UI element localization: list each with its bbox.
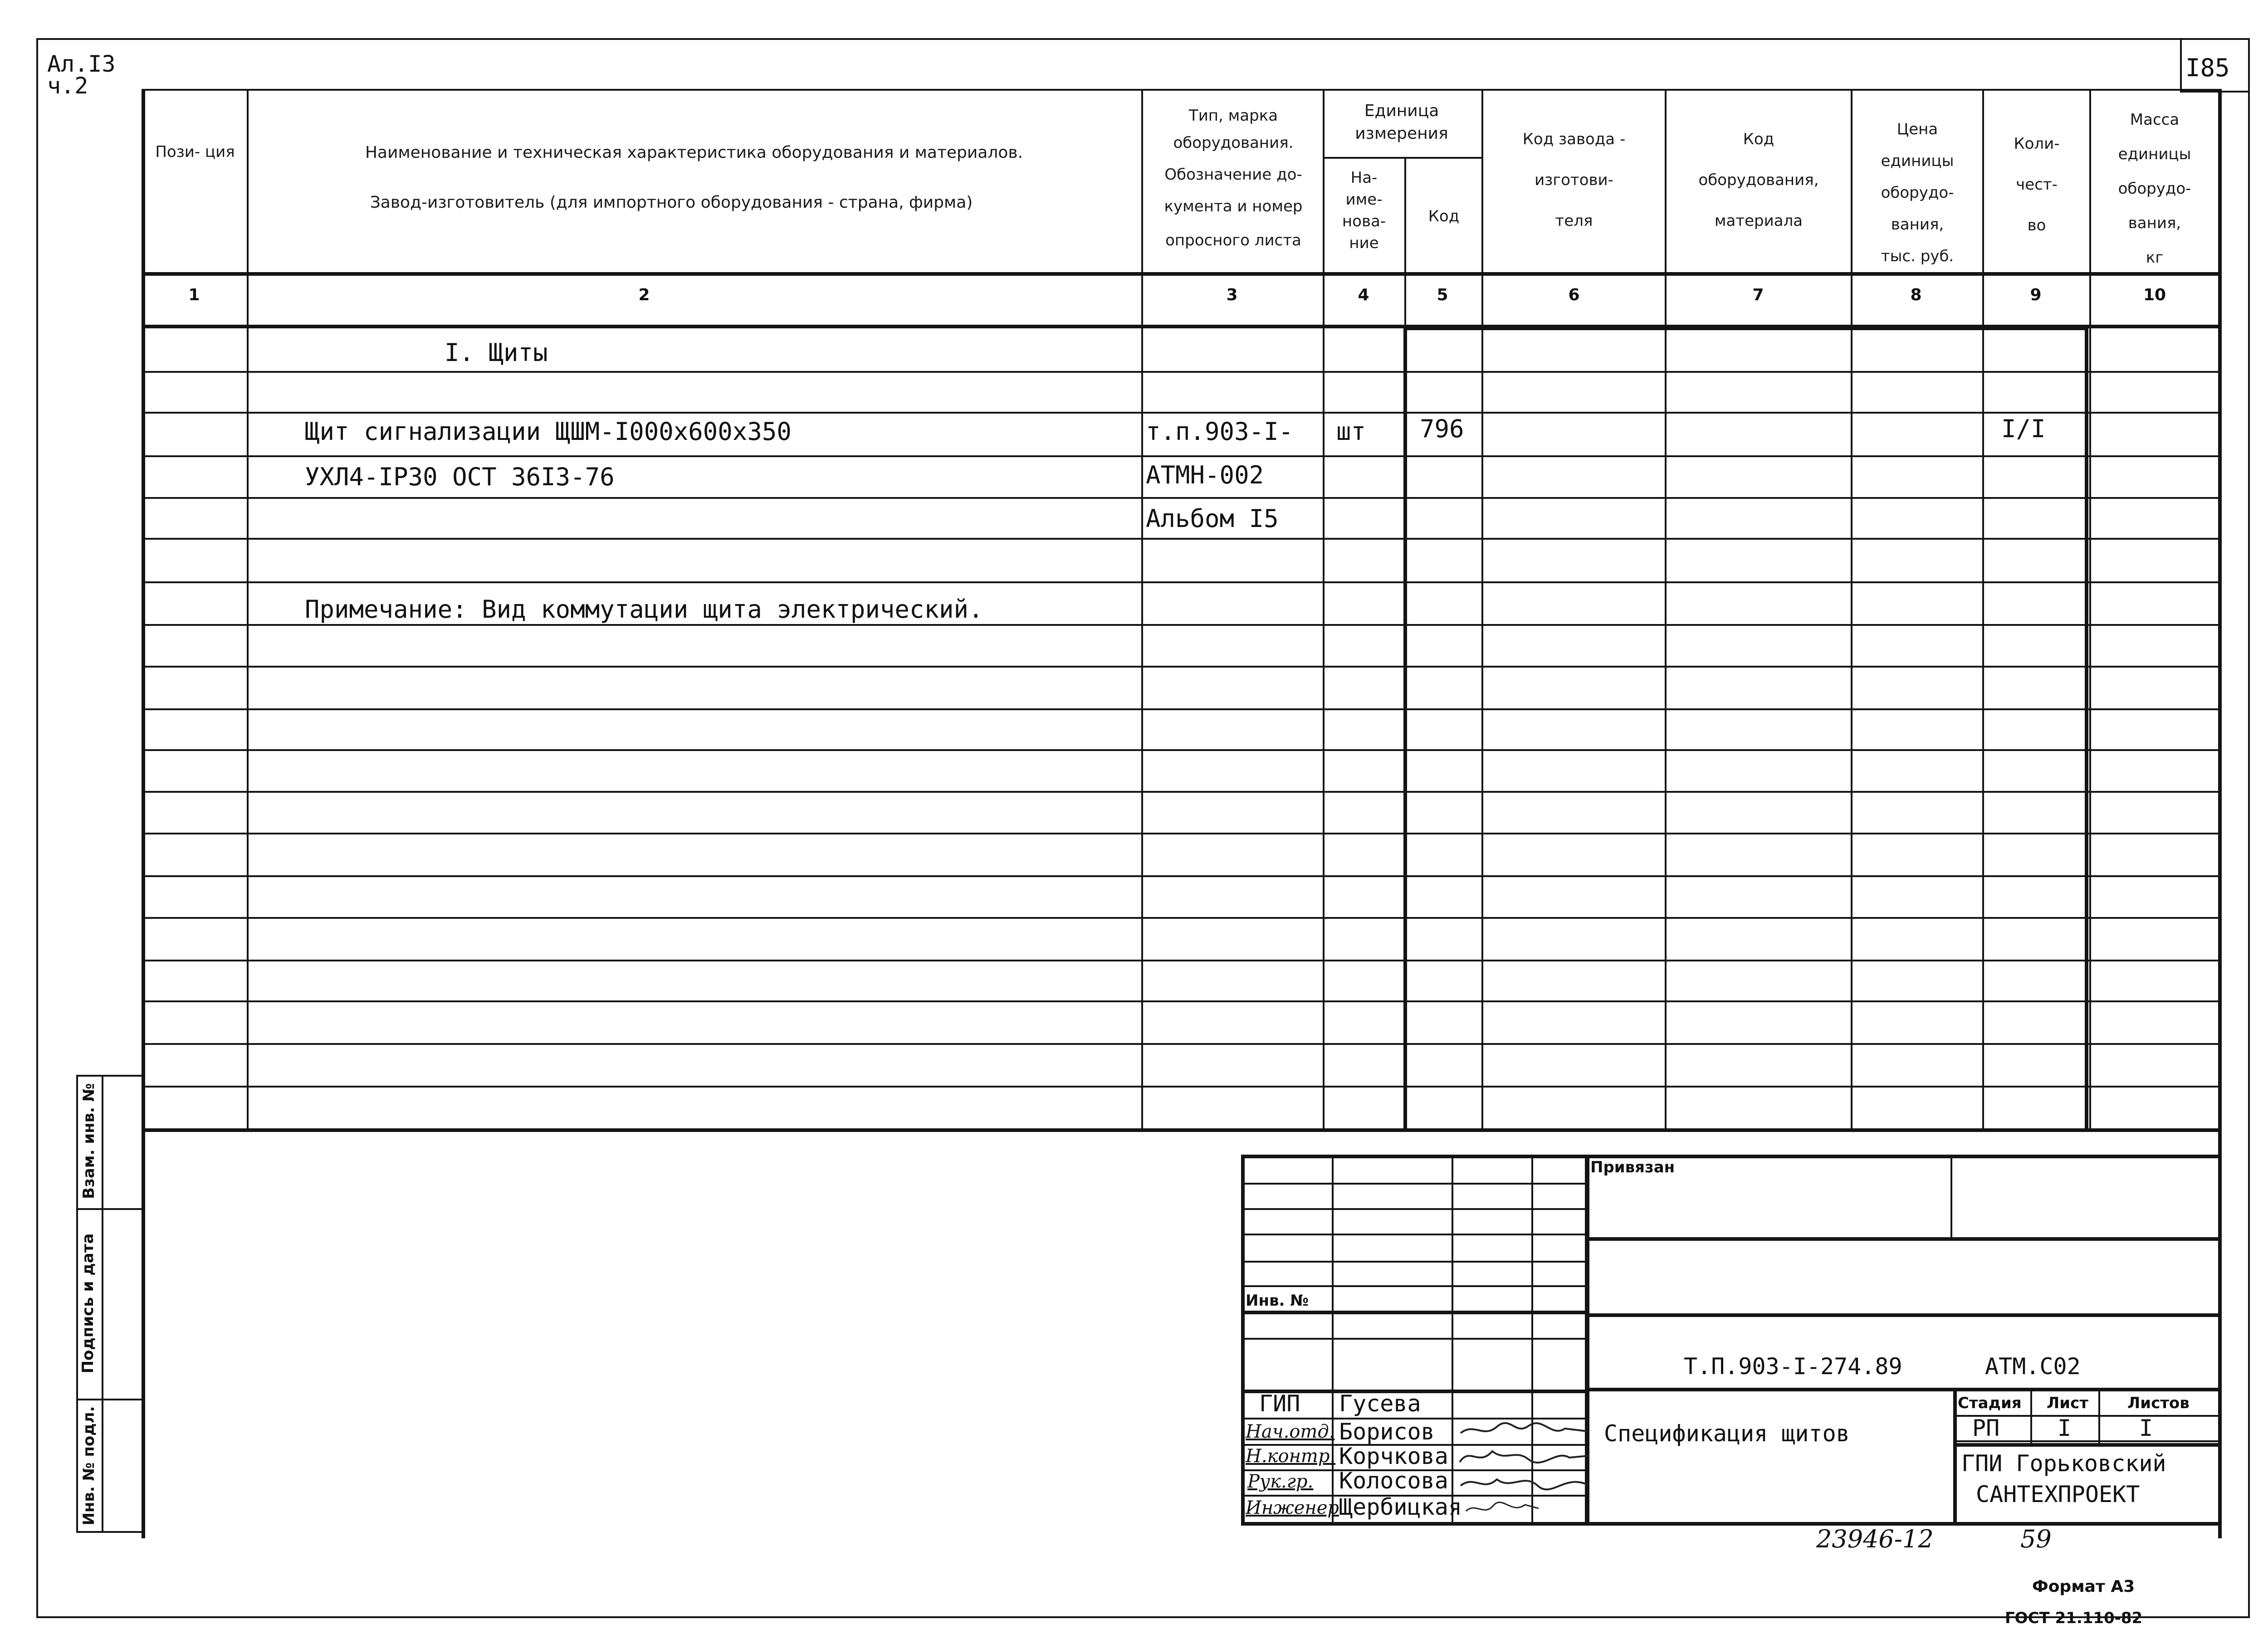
note: Примечание: Вид коммутации щита электрический. bbox=[305, 595, 983, 624]
attached-label: Привязан bbox=[1590, 1158, 1675, 1176]
role-group-lead: Рук.гр. bbox=[1247, 1471, 1314, 1492]
item-doc-line3: Альбом I5 bbox=[1146, 504, 1279, 533]
section-title: I. Щиты bbox=[445, 338, 548, 367]
doc-mark: АТМ.С02 bbox=[1985, 1353, 2081, 1380]
doc-title: Спецификация щитов bbox=[1604, 1420, 1850, 1447]
name-norm-control: Корчкова bbox=[1339, 1443, 1448, 1469]
header-type: Тип, марка оборудования. Обозначение до- кумента и номер опросного листа bbox=[1164, 107, 1303, 249]
org-line2: САНТЕХПРОЕКТ bbox=[1976, 1481, 2140, 1507]
role-norm-control: Н.контр. bbox=[1246, 1446, 1336, 1467]
col-number-5: 5 bbox=[1437, 286, 1448, 304]
name-engineer: Щербицкая bbox=[1339, 1494, 1462, 1520]
header-unit-name: На- име- нова- ние bbox=[1342, 169, 1386, 252]
item-name-line1: Щит сигнализации ЩШМ-I000x600x350 bbox=[305, 417, 792, 446]
col-number-4: 4 bbox=[1358, 286, 1369, 304]
org-line1: ГПИ Горьковский bbox=[1961, 1450, 2166, 1477]
col-number-7: 7 bbox=[1752, 286, 1764, 304]
archive-number: 23946-12 bbox=[1816, 1525, 1934, 1553]
doc-code: Т.П.903-I-274.89 bbox=[1684, 1353, 1902, 1380]
header-unit: Единица измерения bbox=[1355, 102, 1448, 143]
stage-label: Стадия bbox=[1958, 1394, 2022, 1412]
col-number-10: 10 bbox=[2143, 286, 2166, 304]
col-number-6: 6 bbox=[1568, 286, 1580, 304]
col-number-8: 8 bbox=[1910, 286, 1922, 304]
signature-head-dept bbox=[1456, 1418, 1592, 1444]
format-label: Формат А3 bbox=[2032, 1577, 2135, 1596]
name-gip: Гусева bbox=[1339, 1390, 1421, 1417]
inv-label: Инв. № bbox=[1246, 1292, 1309, 1310]
header-plant-code: Код завода - изготови- теля bbox=[1522, 130, 1626, 230]
name-head-dept: Борисов bbox=[1339, 1419, 1435, 1445]
header-name-line1: Наименование и техническая характеристика оборудования и материалов. bbox=[365, 143, 1023, 162]
sheets-label: Листов bbox=[2127, 1394, 2190, 1412]
item-unit-code: 796 bbox=[1420, 415, 1464, 443]
signature-norm-control bbox=[1456, 1444, 1592, 1469]
col-number-9: 9 bbox=[2030, 286, 2042, 304]
role-gip: ГИП bbox=[1259, 1390, 1300, 1417]
item-doc-line2: АТМН-002 bbox=[1146, 461, 1264, 489]
header-price: Цена единицы оборудо- вания, тыс. руб. bbox=[1881, 120, 1954, 265]
header-equipment-code: Код оборудования, материала bbox=[1698, 130, 1819, 230]
role-engineer: Инженер bbox=[1246, 1497, 1339, 1518]
standard-label: ГОСТ 21.110-82 bbox=[2005, 1609, 2143, 1627]
side-inv-original: Инв. № подл. bbox=[80, 1406, 98, 1526]
name-group-lead: Колосова bbox=[1339, 1468, 1448, 1494]
album-label: Ал.I3 bbox=[47, 51, 116, 77]
signature-group-lead bbox=[1456, 1469, 1592, 1495]
header-name-line2: Завод-изготовитель (для импортного оборудования - страна, фирма) bbox=[370, 193, 973, 212]
archive-page: 59 bbox=[2020, 1525, 2052, 1553]
header-position: Пози- ция bbox=[155, 143, 235, 161]
sheet-value: I bbox=[2058, 1415, 2072, 1441]
table-left-border bbox=[142, 89, 145, 1538]
sheet-label: Лист bbox=[2047, 1394, 2088, 1412]
role-head-dept: Нач.отд. bbox=[1246, 1421, 1335, 1442]
stage-value: РП bbox=[1972, 1415, 2000, 1441]
item-quantity: I/I bbox=[2001, 415, 2046, 443]
item-name-line2: УХЛ4-IP30 ОСТ 36I3-76 bbox=[305, 463, 615, 491]
header-mass: Масса единицы оборудо- вания, кг bbox=[2118, 111, 2191, 267]
part-label: ч.2 bbox=[47, 73, 88, 99]
sheets-value: I bbox=[2139, 1415, 2153, 1441]
side-signature-date: Подпись и дата bbox=[79, 1233, 97, 1374]
header-unit-code: Код bbox=[1428, 207, 1460, 225]
page-number: I85 bbox=[2185, 54, 2230, 82]
item-doc-line1: т.п.903-I- bbox=[1146, 417, 1294, 446]
header-quantity: Коли- чест- во bbox=[2014, 135, 2060, 234]
item-unit: шт bbox=[1336, 417, 1366, 446]
col-number-1: 1 bbox=[188, 286, 200, 304]
col-number-3: 3 bbox=[1226, 286, 1238, 304]
side-replaced-inv: Взам. инв. № bbox=[80, 1083, 98, 1199]
signature-engineer bbox=[1461, 1496, 1543, 1521]
col-number-2: 2 bbox=[638, 286, 650, 304]
